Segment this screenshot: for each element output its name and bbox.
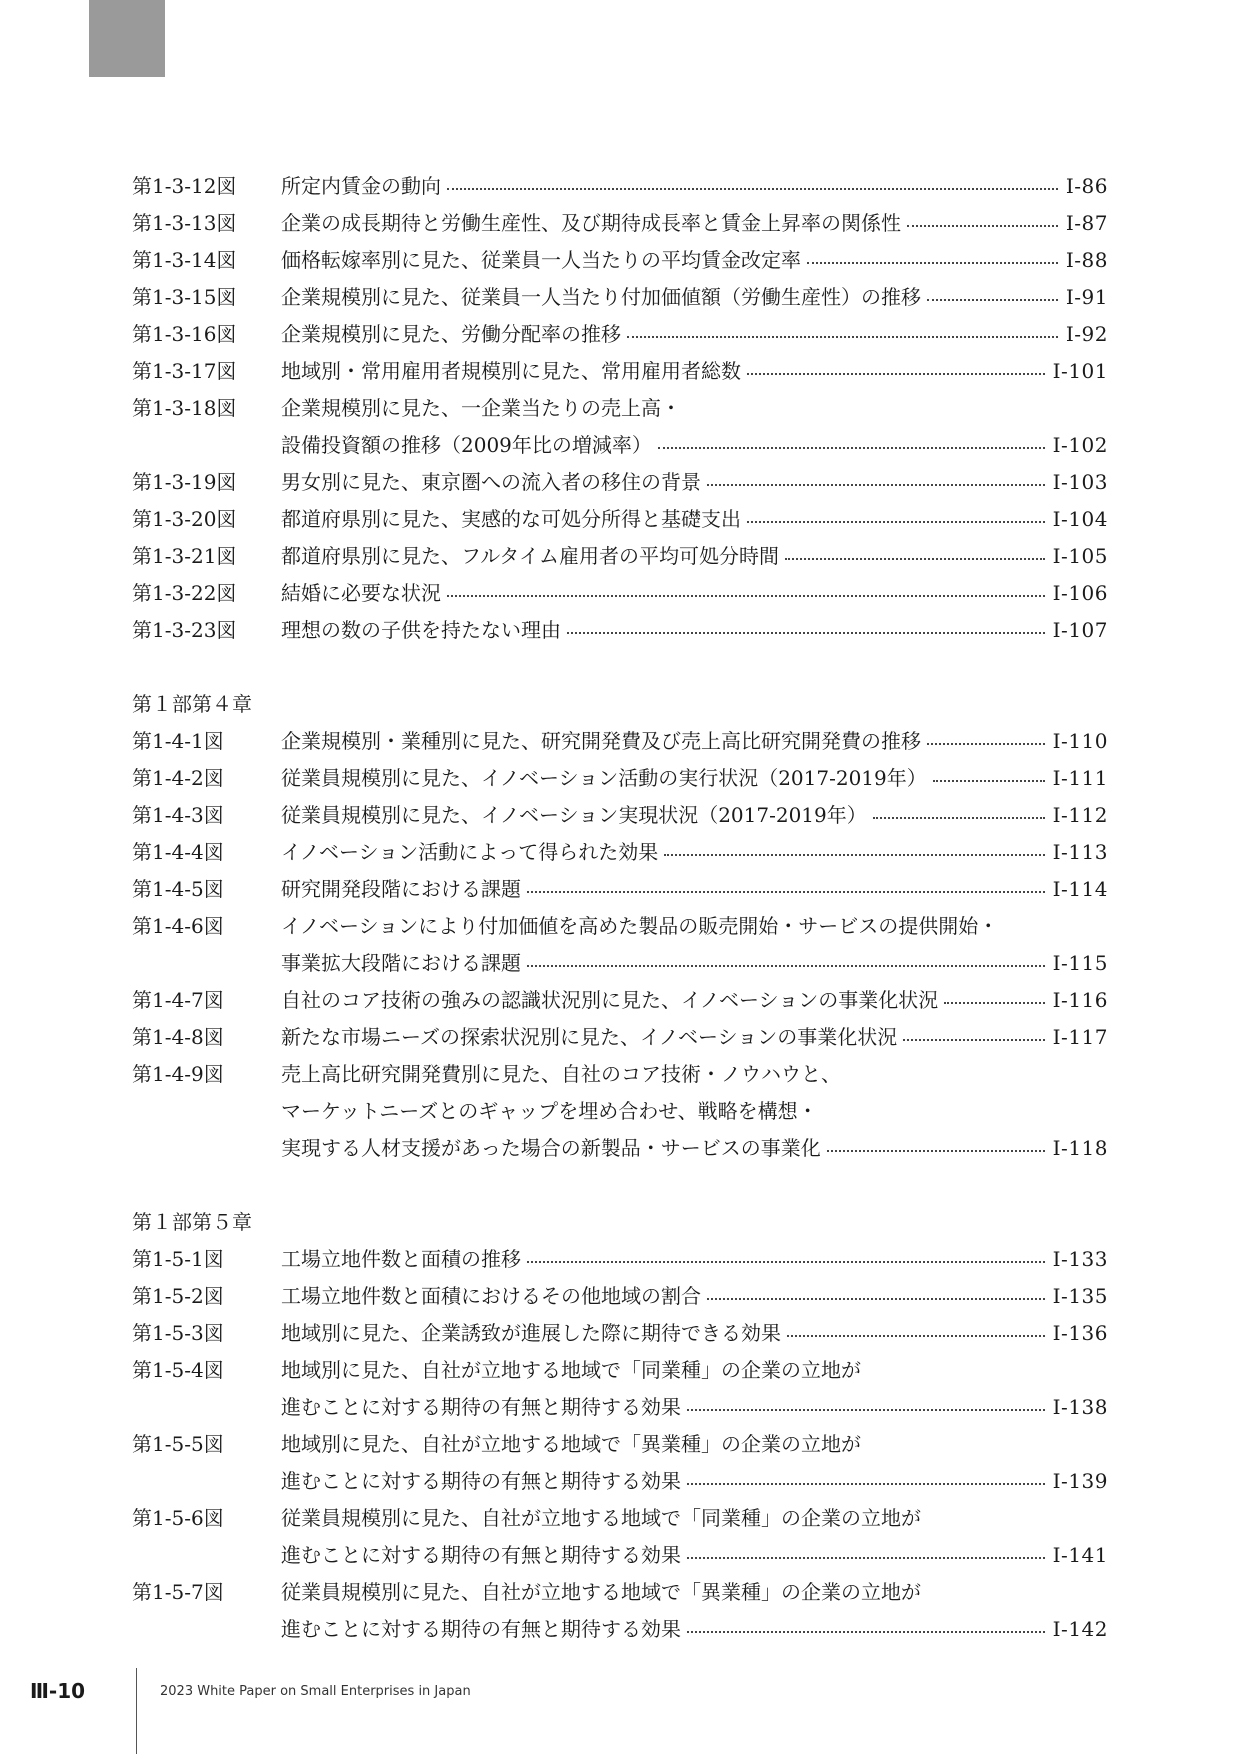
toc-entry-line — [132, 279, 1108, 316]
toc-entry-line — [132, 501, 1108, 538]
toc-section-chapter5 — [132, 1241, 1108, 1648]
toc-entry-line — [132, 390, 1108, 427]
dot-leader — [664, 853, 1044, 856]
toc-entry-line — [132, 982, 1108, 1019]
figure-title: 企業の成長期待と労働生産性、及び期待成長率と賃金上昇率の関係性 — [281, 211, 901, 235]
dot-leader — [933, 779, 1045, 782]
page-reference: Ⅰ-102 — [1052, 433, 1108, 457]
figure-number: 第1-5-6図 — [132, 1506, 224, 1530]
toc-entry-line — [132, 1315, 1108, 1352]
page-reference: Ⅰ-111 — [1052, 766, 1108, 790]
toc-entry-line — [132, 797, 1108, 834]
figure-title: 地域別に見た、自社が立地する地域で「異業種」の企業の立地が — [281, 1432, 861, 1456]
figure-title: 都道府県別に見た、実感的な可処分所得と基礎支出 — [281, 507, 741, 531]
page-reference: Ⅰ-113 — [1052, 840, 1108, 864]
figure-title: 従業員規模別に見た、イノベーション実現状況（2017-2019年） — [281, 803, 867, 827]
dot-leader — [907, 224, 1058, 227]
figure-title: 企業規模別に見た、一企業当たりの売上高・ — [281, 396, 681, 420]
figure-number: 第1-4-6図 — [132, 914, 224, 938]
figure-number: 第1-3-16図 — [132, 322, 237, 346]
toc-entry-line — [132, 1500, 1108, 1537]
toc-entry-line — [132, 538, 1108, 575]
page-reference: Ⅰ-114 — [1052, 877, 1108, 901]
figure-title: 所定内賃金の動向 — [281, 174, 441, 198]
page-reference: Ⅰ-133 — [1052, 1247, 1108, 1271]
figure-number: 第1-3-20図 — [132, 507, 237, 531]
figure-title: 研究開発段階における課題 — [281, 877, 521, 901]
dot-leader — [527, 890, 1045, 893]
dot-leader — [787, 1334, 1045, 1337]
page-reference: Ⅰ-117 — [1052, 1025, 1108, 1049]
dot-leader — [827, 1149, 1045, 1152]
page-reference: Ⅰ-91 — [1065, 285, 1108, 309]
figure-title: 進むことに対する期待の有無と期待する効果 — [281, 1395, 681, 1419]
toc-section-chapter4 — [132, 723, 1108, 1167]
dot-leader — [527, 1260, 1045, 1263]
toc-entry-line — [132, 242, 1108, 279]
toc-entry-line — [132, 1537, 1108, 1574]
figure-number: 第1-5-1図 — [132, 1247, 224, 1271]
page-reference: Ⅰ-118 — [1052, 1136, 1108, 1160]
figure-number: 第1-3-22図 — [132, 581, 237, 605]
toc-entry-line — [132, 1130, 1108, 1167]
figure-number: 第1-5-5図 — [132, 1432, 224, 1456]
toc-entry-line — [132, 464, 1108, 501]
toc-entry-line — [132, 1241, 1108, 1278]
toc-entry-line — [132, 723, 1108, 760]
figure-title: 自社のコア技術の強みの認識状況別に見た、イノベーションの事業化状況 — [281, 988, 939, 1012]
page-reference: Ⅰ-112 — [1052, 803, 1108, 827]
dot-leader — [687, 1630, 1045, 1633]
figure-number: 第1-3-19図 — [132, 470, 237, 494]
page-reference: Ⅰ-106 — [1052, 581, 1108, 605]
corner-tab-block — [89, 0, 165, 77]
figure-number: 第1-3-18図 — [132, 396, 237, 420]
figure-number: 第1-4-7図 — [132, 988, 224, 1012]
footer-page-number: Ⅲ-10 — [30, 1679, 86, 1703]
figure-title: マーケットニーズとのギャップを埋め合わせ、戦略を構想・ — [281, 1099, 818, 1123]
figure-number: 第1-3-15図 — [132, 285, 237, 309]
dot-leader — [707, 483, 1045, 486]
figure-number: 第1-4-5図 — [132, 877, 224, 901]
dot-leader — [747, 372, 1045, 375]
toc-section-chapter3 — [132, 168, 1108, 649]
dot-leader — [658, 446, 1045, 449]
toc-entry-line — [132, 575, 1108, 612]
figure-title: 従業員規模別に見た、イノベーション活動の実行状況（2017-2019年） — [281, 766, 927, 790]
figure-number: 第1-3-23図 — [132, 618, 237, 642]
page-reference: Ⅰ-142 — [1052, 1617, 1108, 1641]
dot-leader — [447, 594, 1045, 597]
page-reference: Ⅰ-103 — [1052, 470, 1108, 494]
toc-entry-line — [132, 1389, 1108, 1426]
dot-leader — [747, 520, 1045, 523]
figure-number: 第1-3-13図 — [132, 211, 237, 235]
page-reference: Ⅰ-92 — [1065, 322, 1108, 346]
chapter-heading-4: 第１部第４章 — [132, 692, 252, 716]
page-reference: Ⅰ-136 — [1052, 1321, 1108, 1345]
toc-entry-line — [132, 945, 1108, 982]
dot-leader — [567, 631, 1045, 634]
toc-entry-line — [132, 1019, 1108, 1056]
figure-number: 第1-3-12図 — [132, 174, 237, 198]
figure-number: 第1-4-8図 — [132, 1025, 224, 1049]
figure-title: 地域別に見た、自社が立地する地域で「同業種」の企業の立地が — [281, 1358, 861, 1382]
page-reference: Ⅰ-104 — [1052, 507, 1108, 531]
toc-entry-line — [132, 1056, 1108, 1093]
figure-title: 事業拡大段階における課題 — [281, 951, 521, 975]
page-reference: Ⅰ-88 — [1065, 248, 1108, 272]
figure-title: 売上高比研究開発費別に見た、自社のコア技術・ノウハウと、 — [281, 1062, 841, 1086]
figure-number: 第1-5-2図 — [132, 1284, 224, 1308]
page-reference: Ⅰ-87 — [1065, 211, 1108, 235]
dot-leader — [873, 816, 1045, 819]
figure-number: 第1-3-21図 — [132, 544, 237, 568]
page-reference: Ⅰ-141 — [1052, 1543, 1108, 1567]
figure-number: 第1-5-4図 — [132, 1358, 224, 1382]
figure-title: 男女別に見た、東京圏への流入者の移住の背景 — [281, 470, 701, 494]
dot-leader — [903, 1038, 1044, 1041]
figure-number: 第1-4-3図 — [132, 803, 224, 827]
toc-entry-line — [132, 427, 1108, 464]
page-reference: Ⅰ-105 — [1052, 544, 1108, 568]
footer-publication-title: 2023 White Paper on Small Enterprises in Japan — [160, 1684, 471, 1699]
figure-title: 理想の数の子供を持たない理由 — [281, 618, 561, 642]
figure-title: 工場立地件数と面積の推移 — [281, 1247, 521, 1271]
toc-entry-line — [132, 1574, 1108, 1611]
figure-title: 進むことに対する期待の有無と期待する効果 — [281, 1469, 681, 1493]
figure-number: 第1-3-17図 — [132, 359, 237, 383]
toc-entry-line — [132, 1463, 1108, 1500]
figure-title: 地域別・常用雇用者規模別に見た、常用雇用者総数 — [281, 359, 741, 383]
toc-entry-line — [132, 908, 1108, 945]
toc-entry-line — [132, 205, 1108, 242]
dot-leader — [927, 298, 1058, 301]
toc-entry-line — [132, 316, 1108, 353]
dot-leader — [785, 557, 1045, 560]
dot-leader — [687, 1408, 1045, 1411]
chapter-heading-5: 第１部第５章 — [132, 1210, 252, 1234]
figure-title: 工場立地件数と面積におけるその他地域の割合 — [281, 1284, 701, 1308]
dot-leader — [687, 1482, 1045, 1485]
figure-number: 第1-4-9図 — [132, 1062, 224, 1086]
figure-title: 従業員規模別に見た、自社が立地する地域で「同業種」の企業の立地が — [281, 1506, 921, 1530]
table-of-contents — [132, 168, 1108, 1648]
figure-title: 設備投資額の推移（2009年比の増減率） — [281, 433, 652, 457]
page-reference: Ⅰ-138 — [1052, 1395, 1108, 1419]
figure-title: イノベーションにより付加価値を高めた製品の販売開始・サービスの提供開始・ — [281, 914, 999, 938]
dot-leader — [687, 1556, 1045, 1559]
dot-leader — [944, 1001, 1044, 1004]
page-reference: Ⅰ-101 — [1052, 359, 1108, 383]
toc-entry-line — [132, 834, 1108, 871]
toc-entry-line — [132, 1352, 1108, 1389]
page-reference: Ⅰ-139 — [1052, 1469, 1108, 1493]
figure-title: 結婚に必要な状況 — [281, 581, 441, 605]
toc-entry-line — [132, 871, 1108, 908]
toc-entry-line — [132, 760, 1108, 797]
dot-leader — [527, 964, 1045, 967]
page-reference: Ⅰ-115 — [1052, 951, 1108, 975]
figure-title: 地域別に見た、企業誘致が進展した際に期待できる効果 — [281, 1321, 781, 1345]
figure-title: 新たな市場ニーズの探索状況別に見た、イノベーションの事業化状況 — [281, 1025, 898, 1049]
figure-number: 第1-5-3図 — [132, 1321, 224, 1345]
dot-leader — [807, 261, 1058, 264]
page-reference: Ⅰ-116 — [1052, 988, 1108, 1012]
figure-title: 企業規模別に見た、労働分配率の推移 — [281, 322, 621, 346]
dot-leader — [927, 742, 1045, 745]
toc-entry-line — [132, 353, 1108, 390]
figure-title: 企業規模別に見た、従業員一人当たり付加価値額（労働生産性）の推移 — [281, 285, 921, 309]
figure-title: イノベーション活動によって得られた効果 — [281, 840, 659, 864]
page-reference: Ⅰ-86 — [1065, 174, 1108, 198]
figure-title: 企業規模別・業種別に見た、研究開発費及び売上高比研究開発費の推移 — [281, 729, 921, 753]
toc-entry-line — [132, 1611, 1108, 1648]
dot-leader — [627, 335, 1058, 338]
toc-entry-line — [132, 1093, 1108, 1130]
toc-entry-line — [132, 1426, 1108, 1463]
toc-entry-line — [132, 168, 1108, 205]
figure-title: 実現する人材支援があった場合の新製品・サービスの事業化 — [281, 1136, 821, 1160]
dot-leader — [707, 1297, 1045, 1300]
figure-number: 第1-4-4図 — [132, 840, 224, 864]
figure-title: 進むことに対する期待の有無と期待する効果 — [281, 1543, 681, 1567]
figure-number: 第1-4-2図 — [132, 766, 224, 790]
toc-entry-line — [132, 1278, 1108, 1315]
footer-divider — [136, 1668, 137, 1754]
dot-leader — [447, 187, 1058, 190]
figure-title: 進むことに対する期待の有無と期待する効果 — [281, 1617, 681, 1641]
figure-number: 第1-4-1図 — [132, 729, 224, 753]
figure-number: 第1-5-7図 — [132, 1580, 224, 1604]
figure-title: 従業員規模別に見た、自社が立地する地域で「異業種」の企業の立地が — [281, 1580, 921, 1604]
figure-title: 価格転嫁率別に見た、従業員一人当たりの平均賃金改定率 — [281, 248, 801, 272]
toc-entry-line — [132, 612, 1108, 649]
page-reference: Ⅰ-110 — [1052, 729, 1108, 753]
page-reference: Ⅰ-107 — [1052, 618, 1108, 642]
figure-title: 都道府県別に見た、フルタイム雇用者の平均可処分時間 — [281, 544, 779, 568]
page-reference: Ⅰ-135 — [1052, 1284, 1108, 1308]
figure-number: 第1-3-14図 — [132, 248, 237, 272]
